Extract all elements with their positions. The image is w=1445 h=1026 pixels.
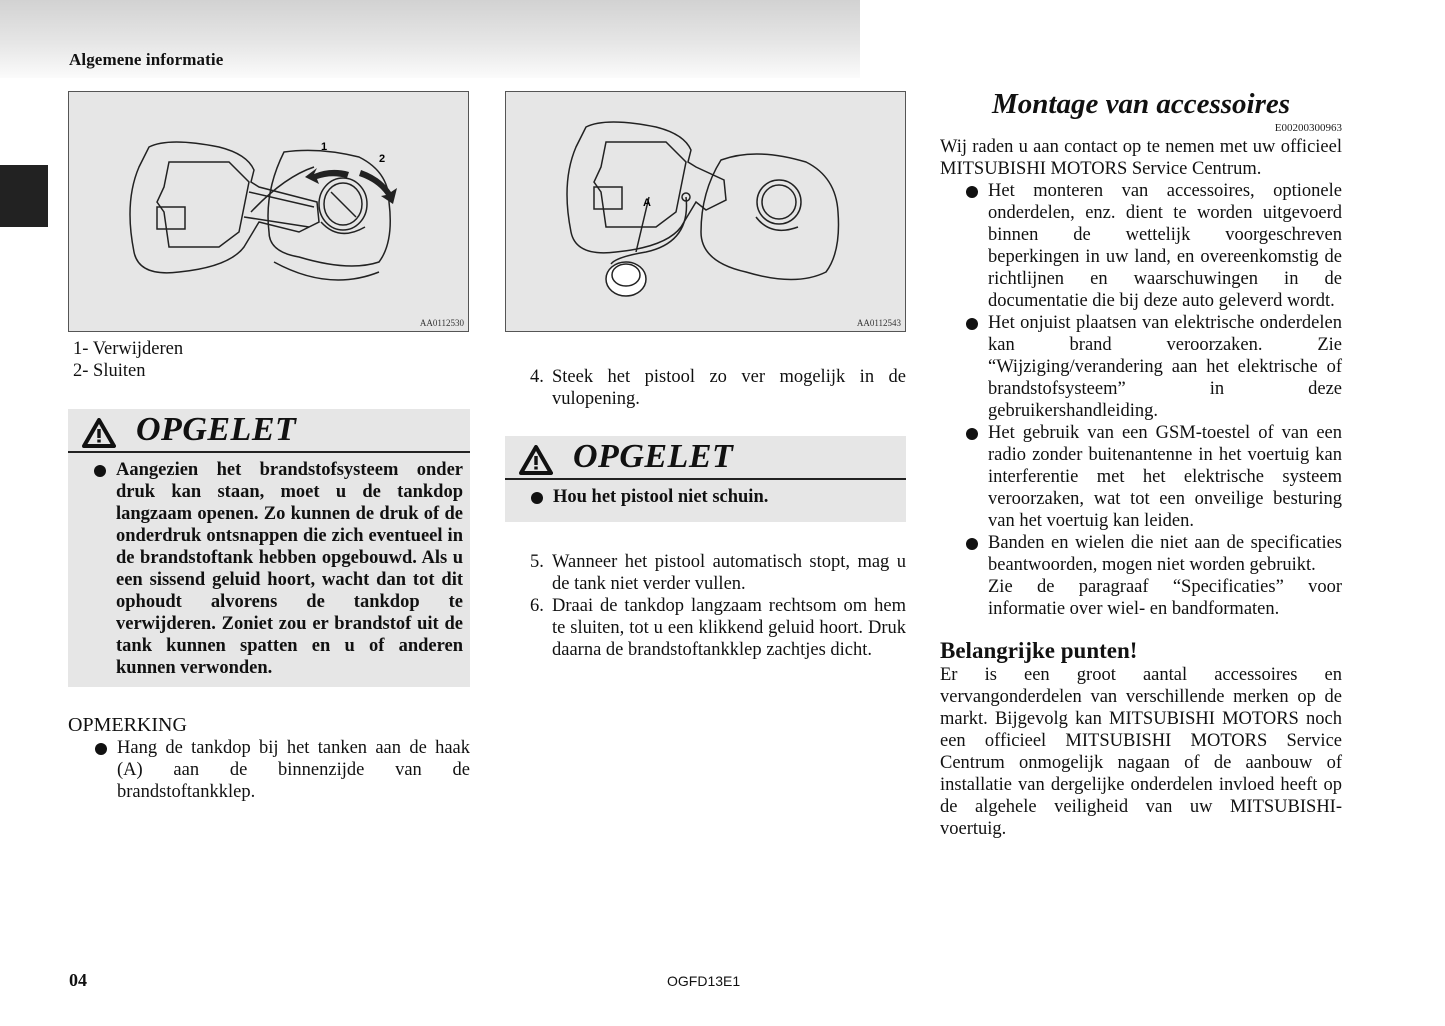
section-heading: Montage van accessoires [991,88,1291,120]
caution-title: OPGELET [136,411,297,448]
important-paragraph: Er is een groot aantal accessoires en vervangonderdelen van verschillende merken op de markt. Bijgevolg kan MITSUBISHI MOTORS noch een officieel MITSUBISHI MOTORS Service Centrum onmogelijk nagaan of de aanbouw of installatie van dergelijke onderdelen invloed heeft op de algehele veiligheid van uw MITSUBISHI-voertuig. [940,665,1342,839]
figure-code: AA0112530 [419,318,464,328]
accessory-bullet-3: Het gebruik van een GSM-toestel of van een radio zonder buitenantenne in het voertuig kan interferentie met het elektrische systeem veroorzaken, wat tot een onveilige besturing van het voertuig kan leiden. [988,423,1342,531]
caution-title: OPGELET [573,438,734,475]
warning-triangle-icon [82,418,116,448]
intro-paragraph: Wij raden u aan contact op te nemen met uw officieel MITSUBISHI MOTORS Service Centrum. [940,137,1342,179]
step-6: 6. Draai de tankdop langzaam rechtsom om hem te sluiten, tot u een klikkend geluid hoort. Druk daarna de brandstoftankklep zachtjes dicht. [530,596,906,660]
fuel-door-hook-illustration-icon [506,92,907,333]
step-4: 4. Steek het pistool zo ver mogelijk in de vulopening. [530,367,906,409]
accessory-bullet-4: Banden en wielen die niet aan de specificaties beantwoorden, mogen niet worden gebruikt. [988,533,1342,575]
subheading: Belangrijke punten! [940,638,1138,663]
accessory-bullet-4-extra: Zie de paragraaf “Specificaties” voor informatie over wiel- en bandformaten. [988,577,1342,619]
caution-header [505,436,906,480]
page-number: 04 [69,970,87,990]
svg-text:1: 1 [321,141,328,153]
manual-code: OGFD13E1 [667,973,741,989]
caution-text: Hou het pistool niet schuin. [553,486,899,508]
caution-box-middle [505,436,906,522]
figure-fuel-cap-remove-close [68,91,469,332]
chapter-tab-marker [0,165,48,227]
figure-cap-on-hook [505,91,906,332]
accessory-bullet-1: Het monteren van accessoires, optionele onderdelen, enz. dient te worden uitgevoerd binnen de wettelijk voorgeschreven beperkingen in uw land, en overeenkomstig de richtlijnen en waarschuwingen in de documentatie die bij deze auto geleverd wordt. [988,181,1342,311]
caution-header [68,409,470,453]
note-title: OPMERKING [68,714,187,736]
note-text: Hang de tankdop bij het tanken aan de haak (A) aan de binnenzijde van de brandstoftankklep. [117,738,470,802]
svg-text:A: A [643,197,651,209]
warning-triangle-icon [519,445,553,475]
document-code: E00200300963 [1274,122,1342,134]
section-title: Algemene informatie [69,50,224,69]
caution-text: Aangezien het brandstofsysteem onder druk kan staan, moet u de tankdop langzaam openen. Zo kunnen de druk of de onderdruk ontsnappen die zich eventueel in de brandstoftank hebben opgebouwd. Als u een sissend geluid hoort, wacht dan tot dit ophoudt alvorens de tankdop te verwijderen. Zoniet zou er brandstof uit de tank kunnen spatten en u of anderen kunnen verwonden. [116,460,463,678]
svg-text:2: 2 [379,153,386,165]
figure-code: AA0112543 [856,318,901,328]
legend-item-1: 1- Verwijderen [73,339,184,359]
legend-item-2: 2- Sluiten [73,361,146,381]
fuel-door-illustration-icon [69,92,470,333]
accessory-bullet-2: Het onjuist plaatsen van elektrische onderdelen kan brand veroorzaken. Zie “Wijziging/verandering aan het elektrische of brandstofsysteem” in deze gebruikershandleiding. [988,313,1342,421]
caution-box-left [68,409,470,687]
step-5: 5. Wanneer het pistool automatisch stopt, mag u de tank niet verder vullen. [530,552,906,594]
